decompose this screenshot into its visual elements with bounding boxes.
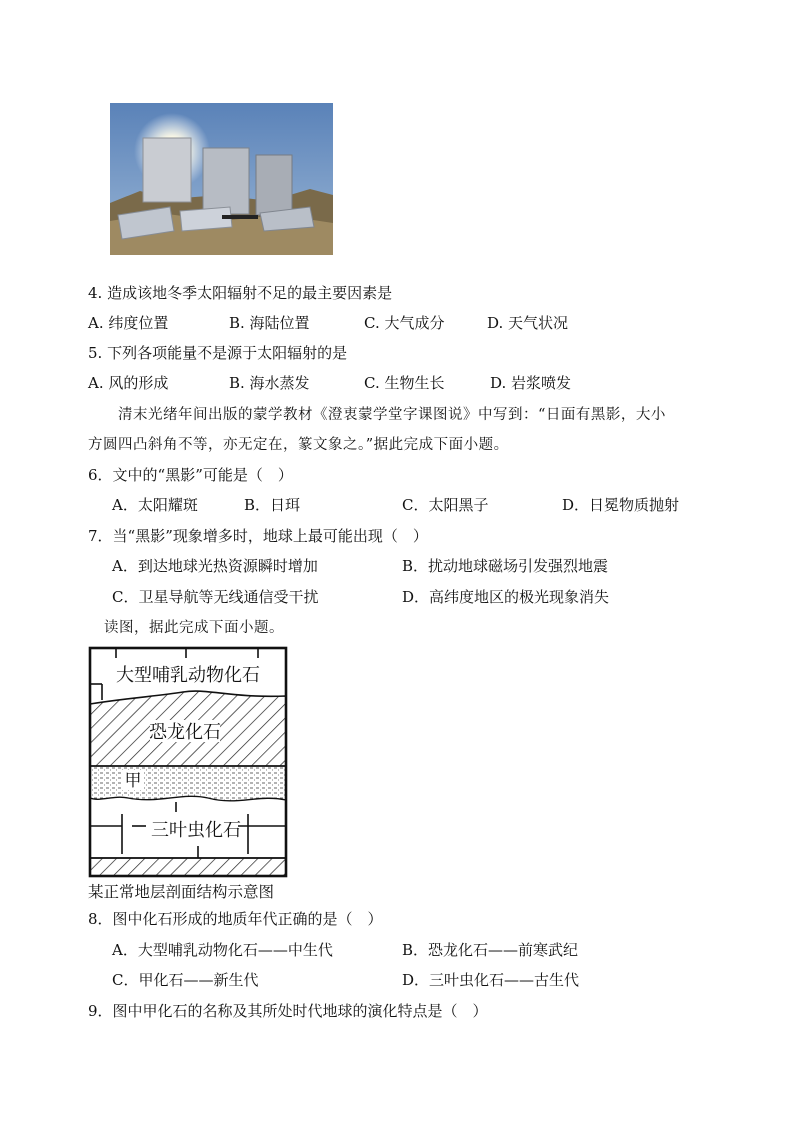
q7-option-a[interactable]: A．到达地球光热资源瞬时增加 bbox=[112, 557, 318, 575]
question-7-stem: 7．当“黑影”现象增多时，地球上最可能出现（ ） bbox=[88, 527, 428, 545]
q7-option-c[interactable]: C．卫星导航等无线通信受干扰 bbox=[112, 588, 319, 606]
passage-1-line-1: 清末光绪年间出版的蒙学教材《澄衷蒙学堂字课图说》中写到：“日面有黑影，大小 bbox=[118, 407, 666, 423]
q6-option-d[interactable]: D．日冕物质抛射 bbox=[562, 496, 680, 514]
question-5-stem: 5. 下列各项能量不是源于太阳辐射的是 bbox=[88, 344, 348, 362]
q6-option-a[interactable]: A．太阳耀斑 bbox=[112, 496, 198, 514]
diagram-label-dinosaur: 恐龙化石 bbox=[149, 722, 221, 743]
diagram-label-jia: 甲 bbox=[124, 771, 142, 791]
q4-option-b[interactable]: B. 海陆位置 bbox=[229, 314, 310, 332]
question-9-stem: 9．图中甲化石的名称及其所处时代地球的演化特点是（ ） bbox=[88, 1002, 488, 1020]
q5-option-a[interactable]: A. 风的形成 bbox=[88, 374, 169, 392]
q5-option-b[interactable]: B. 海水蒸发 bbox=[229, 374, 310, 392]
solar-mirror-photo bbox=[110, 103, 333, 255]
q6-option-c[interactable]: C．太阳黑子 bbox=[402, 496, 489, 514]
diagram-caption: 某正常地层剖面结构示意图 bbox=[88, 883, 275, 901]
q4-option-c[interactable]: C. 大气成分 bbox=[364, 314, 445, 332]
q4-option-a[interactable]: A. 纬度位置 bbox=[88, 314, 169, 332]
q7-option-d[interactable]: D．高纬度地区的极光现象消失 bbox=[402, 588, 610, 606]
passage-1-line-2: 方圆四凸斜角不等，亦无定在，篆文象之。”据此完成下面小题。 bbox=[88, 437, 509, 453]
q8-option-a[interactable]: A．大型哺乳动物化石——中生代 bbox=[112, 941, 333, 959]
q7-option-b[interactable]: B．扰动地球磁场引发强烈地震 bbox=[402, 557, 609, 575]
q8-option-d[interactable]: D．三叶虫化石——古生代 bbox=[402, 971, 580, 989]
q4-option-d[interactable]: D. 天气状况 bbox=[487, 314, 569, 332]
q8-option-b[interactable]: B．恐龙化石——前寒武纪 bbox=[402, 941, 579, 959]
diagram-label-trilobite: 三叶虫化石 bbox=[151, 820, 241, 841]
question-8-stem: 8．图中化石形成的地质年代正确的是（ ） bbox=[88, 910, 383, 928]
q6-option-b[interactable]: B．日珥 bbox=[244, 496, 301, 514]
q5-option-d[interactable]: D. 岩浆喷发 bbox=[490, 374, 572, 392]
question-6-stem: 6．文中的“黑影”可能是（ ） bbox=[88, 466, 293, 484]
question-4-stem: 4. 造成该地冬季太阳辐射不足的最主要因素是 bbox=[88, 284, 393, 302]
q8-option-c[interactable]: C．甲化石——新生代 bbox=[112, 971, 259, 989]
passage-2: 读图，据此完成下面小题。 bbox=[104, 620, 284, 636]
strata-diagram bbox=[88, 646, 290, 878]
q5-option-c[interactable]: C. 生物生长 bbox=[364, 374, 445, 392]
diagram-label-mammal: 大型哺乳动物化石 bbox=[116, 665, 260, 686]
